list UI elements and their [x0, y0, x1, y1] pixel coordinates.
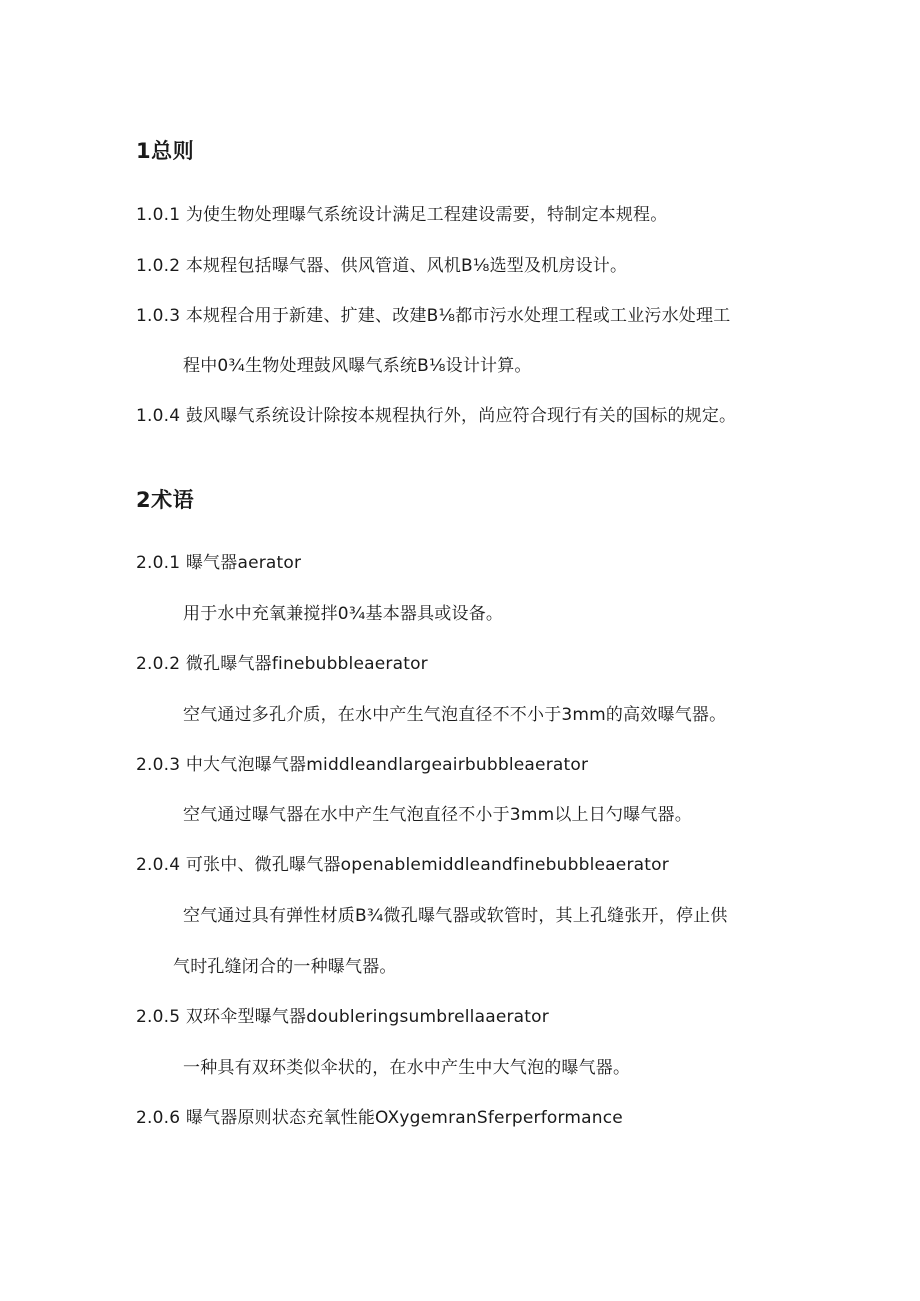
clause-1-0-2: 1.0.2 本规程包括曝气器、供风管道、风机B⅛选型及机房设计。	[136, 256, 628, 276]
term-2-0-5-title: 2.0.5 双环伞型曝气器doubleringsumbrellaaerator	[136, 1007, 549, 1027]
term-2-0-4-definition-continued: 气时孔缝闭合的一种曝气器。	[173, 957, 397, 977]
term-2-0-5-definition: 一种具有双环类似伞状的，在水中产生中大气泡的曝气器。	[183, 1058, 631, 1078]
section-heading-terms: 2术语	[136, 488, 195, 512]
term-2-0-4-definition: 空气通过具有弹性材质B¾微孔曝气器或软管时，其上孔缝张开，停止供	[183, 906, 728, 926]
term-2-0-2-definition: 空气通过多孔介质，在水中产生气泡直径不不小于3mm的高效曝气器。	[183, 705, 727, 725]
term-2-0-3-definition: 空气通过曝气器在水中产生气泡直径不小于3mm以上日勺曝气器。	[183, 805, 692, 825]
term-2-0-6-title: 2.0.6 曝气器原则状态充氧性能OXygemranSferperformance	[136, 1108, 623, 1128]
term-2-0-1-title: 2.0.1 曝气器aerator	[136, 553, 302, 573]
term-2-0-3-title: 2.0.3 中大气泡曝气器middleandlargeairbubbleaerator	[136, 755, 589, 775]
term-2-0-1-definition: 用于水中充氧兼搅拌0¾基本器具或设备。	[183, 604, 504, 624]
section-heading-general: 1总则	[136, 139, 195, 163]
clause-1-0-3-continued: 程中0¾生物处理鼓风曝气系统B⅛设计计算。	[183, 356, 532, 376]
term-2-0-2-title: 2.0.2 微孔曝气器finebubbleaerator	[136, 654, 428, 674]
clause-1-0-1: 1.0.1 为使生物处理曝气系统设计满足工程建设需要，特制定本规程。	[136, 205, 668, 225]
clause-1-0-4: 1.0.4 鼓风曝气系统设计除按本规程执行外，尚应符合现行有关的国标的规定。	[136, 406, 737, 426]
clause-1-0-3: 1.0.3 本规程合用于新建、扩建、改建B⅛都市污水处理工程或工业污水处理工	[136, 306, 731, 326]
term-2-0-4-title: 2.0.4 可张中、微孔曝气器openablemiddleandfinebubbleaerator	[136, 855, 669, 875]
